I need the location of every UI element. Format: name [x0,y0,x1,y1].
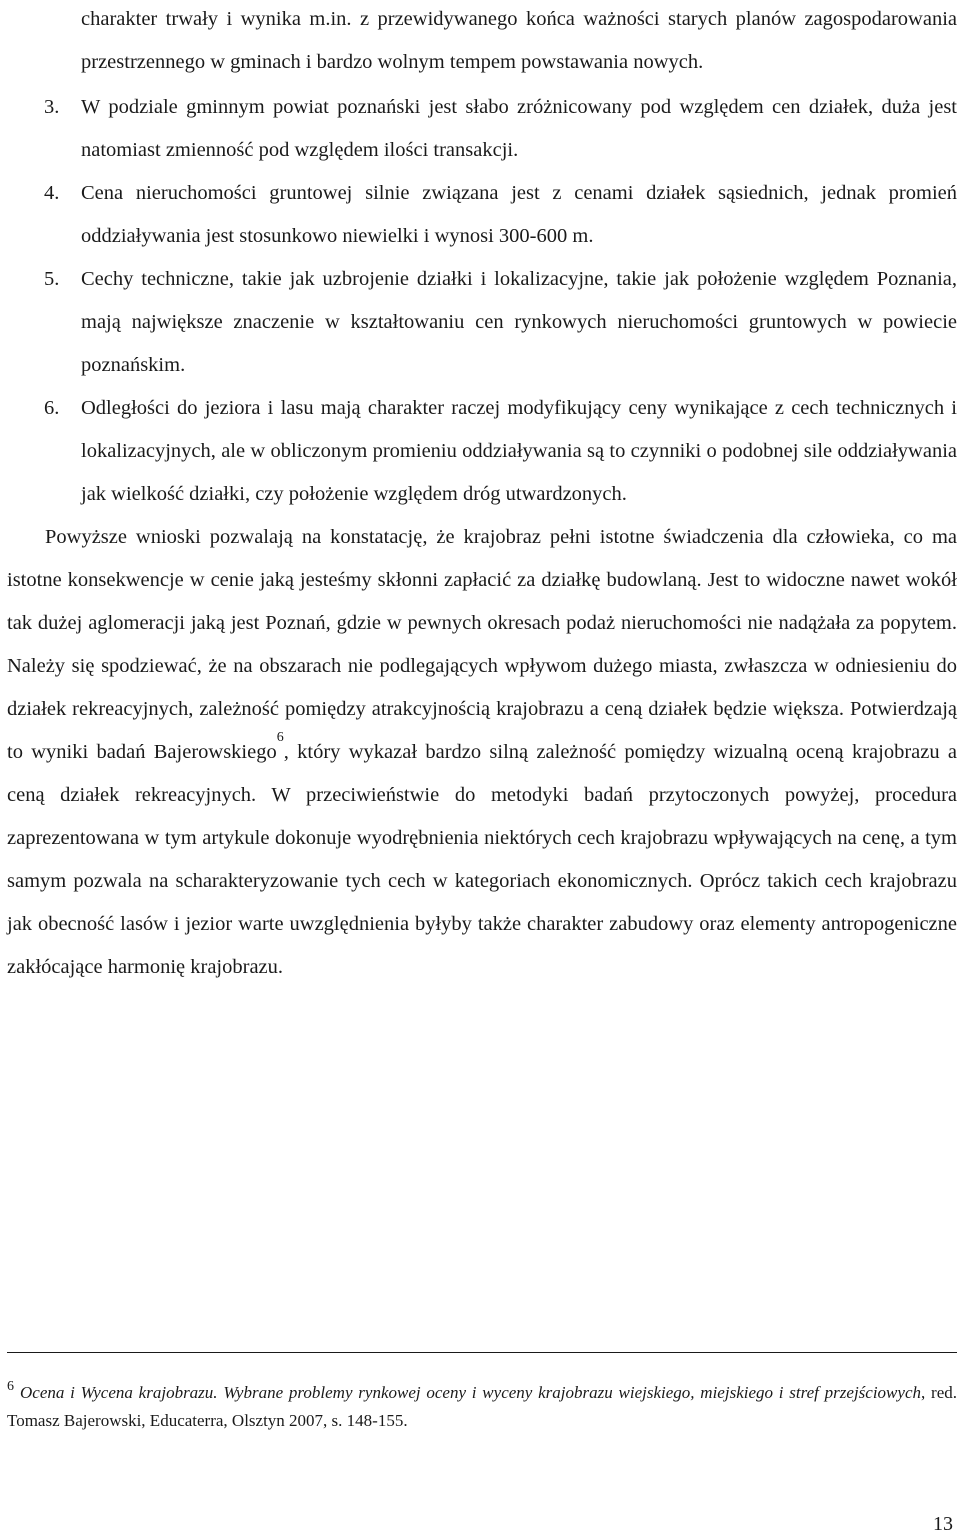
list-item-number: 5. [44,268,60,290]
footnote-number: 6 [7,1379,14,1394]
footnote-divider [7,1352,957,1353]
list-item [7,387,957,516]
body-paragraph [7,516,957,989]
list-item-text: Odległości do jeziora i lasu mają charakter raczej modyfikujący ceny wynikające z cech technicznych i lokalizacyjnych, ale w obliczonym promieniu oddziaływania są to czynniki o podobnej sile oddziaływania jak wielkość działki, czy położenie względem dróg utwardzonych. [81,397,957,505]
list-item-number: 4. [44,182,60,204]
list-item-text: Cechy techniczne, takie jak uzbrojenie działki i lokalizacyjne, takie jak położenie względem Poznania, mają największe znaczenie w kształtowaniu cen rynkowych nieruchomości gruntowych w powiecie poznańskim. [81,268,957,376]
list-item [7,172,957,258]
list-item [7,86,957,172]
conclusions-list [7,86,957,516]
footnote-citation: , red. Tomasz Bajerowski, Educaterra, Olsztyn 2007, s. 148-155. [7,1383,957,1430]
list-item-continuation: charakter trwały i wynika m.in. z przewidywanego końca ważności starych planów zagospodarowania przestrzennego w gminach i bardzo wolnym tempem powstawania nowych. [81,8,957,73]
list-item-number: 3. [44,96,60,118]
footnote-reference[interactable]: 6 [276,730,284,746]
footnote [7,1380,957,1434]
list-item-number: 6. [44,397,60,419]
main-text [7,0,957,989]
paragraph-text-before-reference: Powyższe wnioski pozwalają na konstatację, że krajobraz pełni istotne świadczenia dla człowieka, co ma istotne konsekwencje w cenie jaką jesteśmy skłonni zapłacić za działkę budowlaną. Jest to widoczne nawet wokół tak dużej aglomeracji jaką jest Poznań, gdzie w pewnych okresach podaż nieruchomości nie nadążała za popytem. Należy się spodziewać, że na obszarach nie podlegających wpływom dużego miasta, zwłaszcza w odniesieniu do działek rekreacyjnych, zależność pomiędzy atrakcyjnością krajobrazu a ceną działek będzie większa. Potwierdzają to wyniki badań Bajerowskiego [7,526,957,763]
footnote-title: Ocena i Wycena krajobrazu. Wybrane problemy rynkowej oceny i wyceny krajobrazu wiejskiego, miejskiego i stref przejściowych [20,1383,921,1402]
page-number: 13 [933,1513,953,1535]
list-item-text: W podziale gminnym powiat poznański jest słabo zróżnicowany pod względem cen działek, duża jest natomiast zmienność pod względem ilości transakcji. [81,96,957,161]
list-item [7,258,957,387]
list-item-text: Cena nieruchomości gruntowej silnie związana jest z cenami działek sąsiednich, jednak promień oddziaływania jest stosunkowo niewielki i wynosi 300-600 m. [81,182,957,247]
paragraph-text-after-reference: , który wykazał bardzo silną zależność pomiędzy wizualną oceną krajobrazu a ceną działek rekreacyjnych. W przeciwieństwie do metodyki badań przytoczonych powyżej, procedura zaprezentowana w tym artykule dokonuje wyodrębnienia niektórych cech krajobrazu wpływających na cenę, a tym samym pozwala na scharakteryzowanie tych cech w kategoriach ekonomicznych. Oprócz takich cech krajobrazu jak obecność lasów i jezior warte uwzględnienia byłyby także charakter zabudowy oraz elementy antropogeniczne zakłócające harmonię krajobrazu. [7,741,958,978]
